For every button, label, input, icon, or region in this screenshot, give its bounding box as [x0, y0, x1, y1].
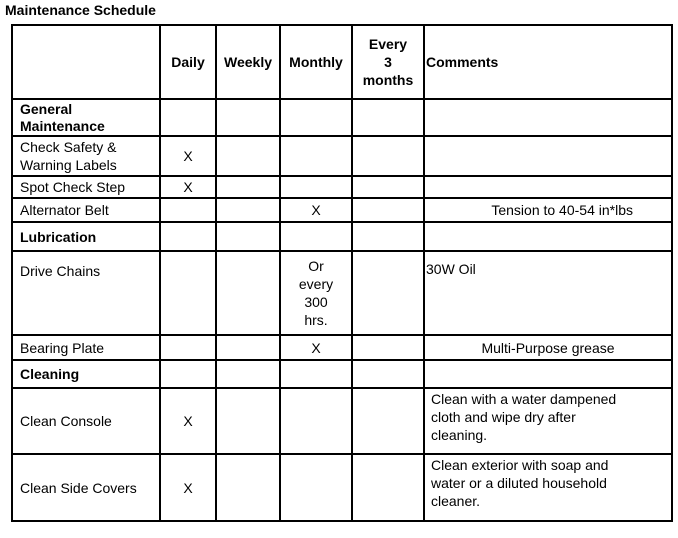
monthly-note-line4: hrs. — [304, 312, 328, 328]
table-row — [12, 388, 672, 454]
cell-empty — [280, 222, 352, 251]
daily-mark: X — [160, 388, 216, 454]
monthly-note-300-hrs — [280, 251, 352, 335]
section-cleaning: Cleaning — [12, 360, 160, 388]
cell-empty — [160, 222, 216, 251]
item-bearing-plate: Bearing Plate — [12, 335, 160, 360]
cell-empty — [216, 222, 280, 251]
cell-empty — [216, 360, 280, 388]
cell-empty — [160, 360, 216, 388]
monthly-note-line3: 300 — [304, 294, 328, 310]
cell-empty — [280, 360, 352, 388]
table-row — [12, 136, 672, 176]
cell-empty — [160, 335, 216, 360]
daily-mark: X — [160, 176, 216, 198]
comment-covers-line2: water or a diluted household — [431, 475, 607, 491]
comment-console-line3: cleaning. — [431, 427, 488, 443]
cell-empty — [352, 136, 424, 176]
daily-mark: X — [160, 454, 216, 521]
section-row-cleaning — [12, 360, 672, 388]
monthly-mark: X — [280, 335, 352, 360]
section-row-general — [12, 99, 672, 136]
comment-console-line2: cloth and wipe dry after — [431, 409, 576, 425]
monthly-note-line1: Or — [308, 258, 324, 274]
table-row — [12, 251, 672, 335]
item-drive-chains: Drive Chains — [12, 251, 160, 335]
table-row — [12, 198, 672, 222]
cell-empty — [216, 136, 280, 176]
item-clean-side-covers: Clean Side Covers — [12, 454, 160, 521]
comment-console-line1: Clean with a water dampened — [431, 391, 617, 407]
cell-empty — [352, 360, 424, 388]
cell-empty — [216, 335, 280, 360]
cell-empty — [352, 198, 424, 222]
daily-mark: X — [160, 136, 216, 176]
table-row — [12, 454, 672, 521]
page-title: Maintenance Schedule — [5, 2, 156, 18]
item-alternator-belt: Alternator Belt — [12, 198, 160, 222]
header-every3-line1: Every — [368, 36, 408, 52]
cell-empty — [352, 176, 424, 198]
cell-empty — [352, 454, 424, 521]
comment-clean-side-covers — [424, 454, 672, 521]
cell-empty — [160, 251, 216, 335]
cell-empty — [424, 360, 672, 388]
cell-empty — [280, 454, 352, 521]
item-safety-line1: Check Safety & — [20, 139, 117, 155]
cell-empty — [160, 99, 216, 136]
header-row — [12, 25, 672, 99]
cell-empty — [216, 388, 280, 454]
item-check-safety-labels — [12, 136, 160, 176]
cell-empty — [352, 222, 424, 251]
comment-covers-line1: Clean exterior with soap and — [431, 457, 609, 473]
table-row — [12, 176, 672, 198]
table-row — [12, 335, 672, 360]
maintenance-schedule-table — [11, 24, 673, 522]
header-weekly: Weekly — [216, 25, 280, 99]
header-every-3-months — [352, 25, 424, 99]
cell-empty — [424, 176, 672, 198]
comment-bearing-plate: Multi-Purpose grease — [424, 335, 672, 360]
monthly-note-line2: every — [298, 276, 334, 292]
item-spot-check-step: Spot Check Step — [12, 176, 160, 198]
section-general-line2: Maintenance — [20, 118, 105, 134]
header-comments: Comments — [424, 25, 672, 99]
cell-empty — [216, 99, 280, 136]
header-every3-line2: 3 — [384, 54, 392, 70]
cell-empty — [424, 136, 672, 176]
section-general-line1: General — [20, 101, 73, 117]
cell-empty — [216, 198, 280, 222]
item-clean-console: Clean Console — [12, 388, 160, 454]
cell-empty — [280, 99, 352, 136]
section-lubrication: Lubrication — [12, 222, 160, 251]
comment-clean-console — [424, 388, 672, 454]
item-safety-line2: Warning Labels — [20, 157, 117, 173]
monthly-mark: X — [280, 198, 352, 222]
cell-empty — [216, 251, 280, 335]
cell-empty — [216, 176, 280, 198]
header-daily: Daily — [160, 25, 216, 99]
header-item — [12, 25, 160, 99]
comment-alternator-belt: Tension to 40-54 in*lbs — [424, 198, 672, 222]
header-monthly: Monthly — [280, 25, 352, 99]
section-row-lubrication — [12, 222, 672, 251]
section-general-maintenance — [12, 99, 160, 136]
cell-empty — [280, 176, 352, 198]
cell-empty — [216, 454, 280, 521]
header-every3-line3: months — [362, 72, 414, 88]
cell-empty — [280, 136, 352, 176]
comment-covers-line3: cleaner. — [431, 493, 481, 509]
cell-empty — [352, 251, 424, 335]
cell-empty — [160, 198, 216, 222]
cell-empty — [280, 388, 352, 454]
cell-empty — [424, 222, 672, 251]
comment-drive-chains: 30W Oil — [424, 251, 672, 335]
cell-empty — [352, 388, 424, 454]
cell-empty — [352, 99, 424, 136]
cell-empty — [424, 99, 672, 136]
cell-empty — [352, 335, 424, 360]
maintenance-table-wrapper — [11, 24, 673, 522]
